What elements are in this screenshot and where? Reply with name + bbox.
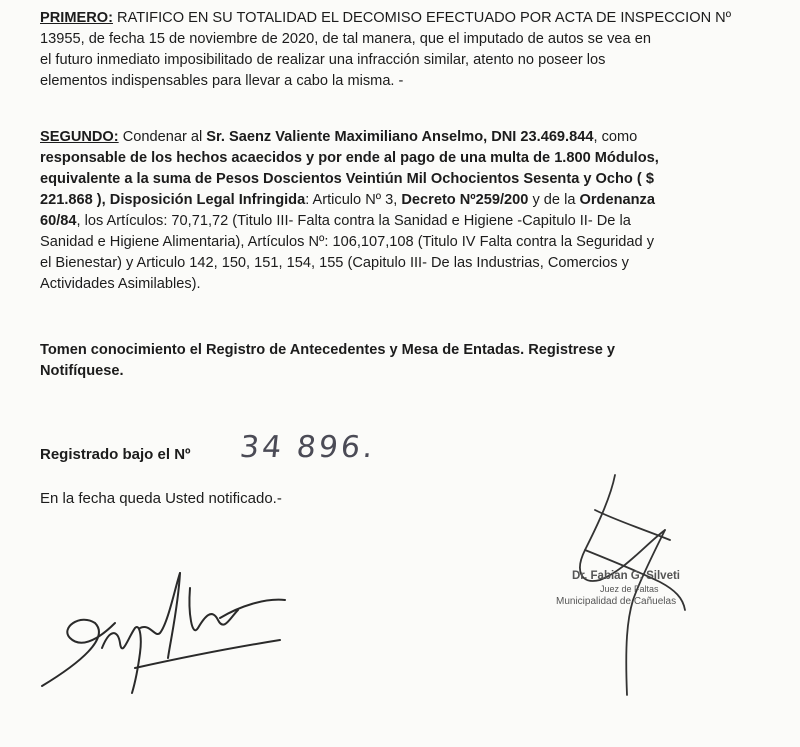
p2-l2-c: , [654, 150, 659, 166]
p2-l4-d: y de la [528, 192, 580, 208]
notification-text: En la fecha queda Usted notificado.- [40, 490, 282, 507]
left-signature [40, 568, 320, 718]
p1-line1-text: RATIFICO EN SU TOTALIDAD EL DECOMISO EFECTUADO POR ACTA DE INSPECCION Nº [112, 10, 732, 26]
p3-line1: Tomen conocimiento el Registro de Antecedentes y Mesa de Entadas. Registrese y [40, 342, 615, 358]
paragraph-tomen [40, 340, 772, 382]
p1-line4: elementos indispensables para llevar a cabo la misma. - [40, 73, 404, 89]
p2-l5-a: 60/84 [40, 213, 77, 229]
p2-modules: 1.800 Módulos [554, 150, 655, 166]
stamp-office: Municipalidad de Cañuelas [556, 596, 677, 607]
p2-ordinance: Ordenanza [579, 192, 655, 208]
registration-label: Registrado bajo el Nº [40, 446, 191, 463]
p3-line2: Notifíquese. [40, 363, 124, 379]
handwritten-registration-number: 34 896. [238, 430, 378, 465]
p1-line2: 13955, de fecha 15 de noviembre de 2020, de tal manera, que el imputado de autos se vea en [40, 31, 651, 47]
p2-l4-a: 221.868 ), Disposición Legal Infringida [40, 192, 306, 208]
stamp-title: Juez de Faltas [600, 584, 659, 594]
p2-l2-a: responsable de los hechos acaecidos y por ende al pago de una multa de [40, 150, 555, 166]
p2-l5-b: , los Artículos: 70,71,72 (Titulo III- Falta contra la Sanidad e Higiene -Capitulo II- De la [76, 213, 631, 229]
stamp-name: Dr. Fabian G. Silveti [572, 570, 681, 582]
paragraph-segundo [40, 127, 772, 295]
p2-decree: Decreto Nº259/200 [401, 192, 529, 208]
p2-l1-a: Condenar al [118, 129, 207, 145]
heading-segundo: SEGUNDO: [40, 129, 119, 145]
p2-l7: el Bienestar) y Articulo 142, 150, 151, 154, 155 (Capitulo III- De las Industrias, Comercios y [40, 255, 629, 271]
p2-l4-b: : Articulo Nº 3, [305, 192, 402, 208]
p2-l1-c: , como [593, 129, 638, 145]
heading-primero: PRIMERO: [40, 10, 113, 26]
p2-l3: equivalente a la suma de Pesos Doscientos Veintiún Mil Ochocientos Sesenta y Ocho ( $ [40, 171, 654, 187]
paragraph-primero [40, 8, 772, 92]
p2-l8: Actividades Asimilables). [40, 276, 201, 292]
p2-l6: Sanidad e Higiene Alimentaria), Artículos Nº: 106,107,108 (Titulo IV Falta contra la Seguridad y [40, 234, 655, 250]
p1-line3: el futuro inmediato imposibilitado de realizar una infracción similar, atento no poseer los [40, 52, 606, 68]
p2-defendant: Sr. Saenz Valiente Maximiliano Anselmo, DNI 23.469.844 [206, 129, 594, 145]
official-stamp [556, 570, 756, 607]
